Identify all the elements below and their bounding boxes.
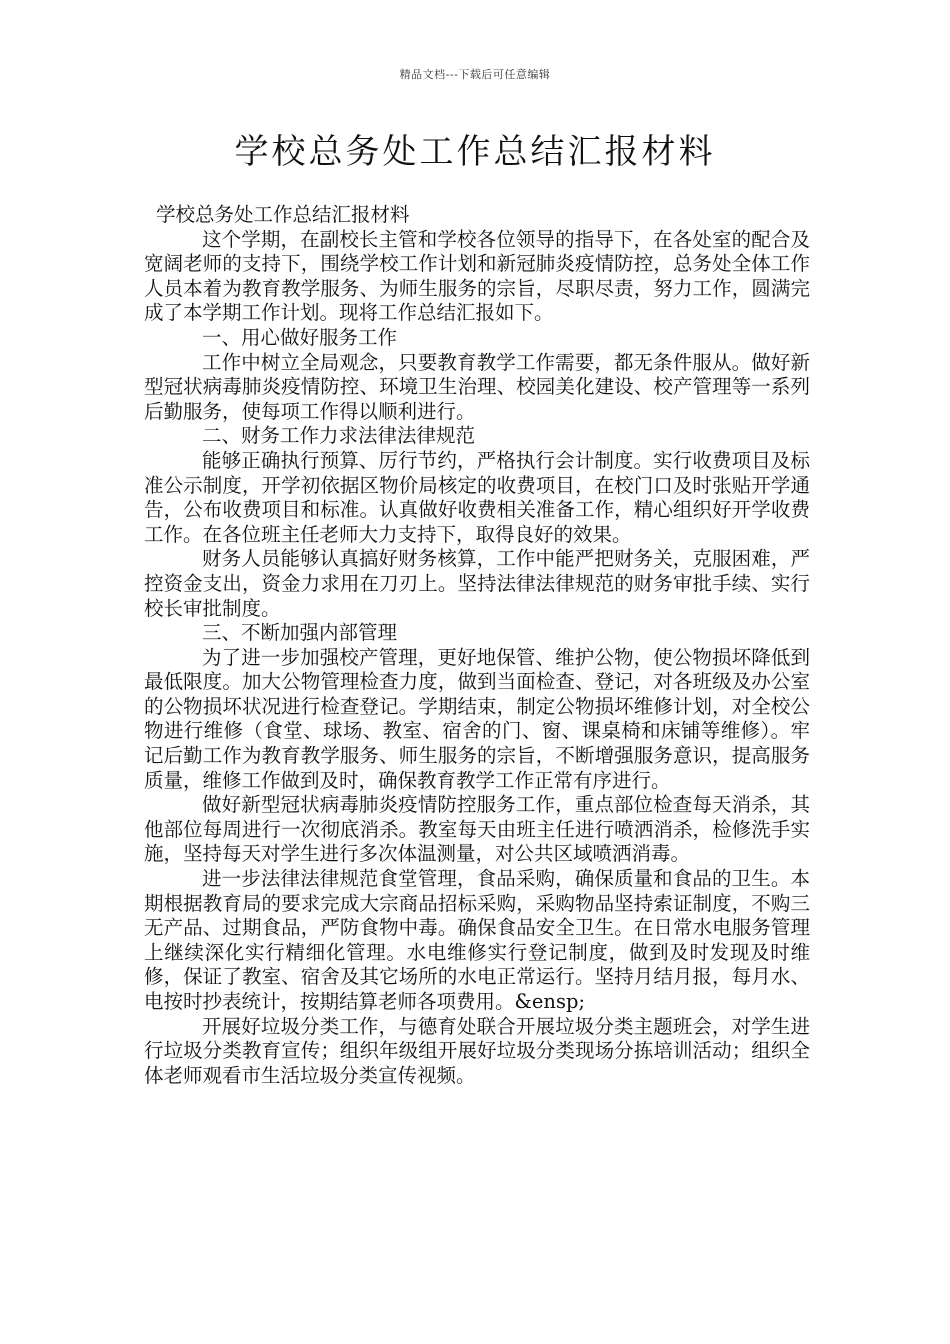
document-subtitle: 学校总务处工作总结汇报材料: [156, 203, 410, 226]
section-heading-2: 二、财务工作力求法律法律规范: [202, 424, 476, 448]
document-title: 学校总务处工作总结汇报材料: [234, 132, 716, 172]
paragraph-canteen: 进一步法律法律规范食堂管理，食品采购，确保质量和食品的卫生。本期根据教育局的要求完成大宗商品招标采购，采购物品坚持索证制度，不购三无产品、过期食品，严防食物中毒。确保食品安全卫生。在日常水电服务管理上继续深化实行精细化管理。水电维修实行登记制度，做到及时发现及时维修，保证了教室、宿舍及其它场所的水电正常运行。坚持月结月报，每月水、电按时抄表统计，按期结算老师各项费用。&ensp;: [144, 867, 810, 1013]
document-body: [144, 203, 810, 1088]
paragraph-garbage: 开展好垃圾分类工作，与德育处联合开展垃圾分类主题班会，对学生进行垃圾分类教育宣传；组织年级组开展好垃圾分类现场分拣培训活动；组织全体老师观看市生活垃圾分类宣传视频。: [144, 1014, 810, 1087]
paragraph-epidemic: 做好新型冠状病毒肺炎疫情防控服务工作，重点部位检查每天消杀，其他部位每周进行一次彻底消杀。教室每天由班主任进行喷洒消杀，检修洗手实施，坚持每天对学生进行多次体温测量，对公共区域喷洒消毒。: [144, 793, 810, 866]
section-heading-3: 三、不断加强内部管理: [202, 621, 398, 645]
section-heading-1: 一、用心做好服务工作: [202, 325, 398, 349]
paragraph-budget: 能够正确执行预算、厉行节约，严格执行会计制度。实行收费项目及标准公示制度，开学初依据区物价局核定的收费项目，在校门口及时张贴开学通告，公布收费项目和标准。认真做好收费相关准备工作，精心组织好开学收费工作。在各位班主任老师大力支持下，取得良好的效果。: [144, 448, 810, 546]
header-note: 精品文档---下载后可任意编辑: [399, 68, 551, 81]
intro-paragraph: 这个学期，在副校长主管和学校各位领导的指导下，在各处室的配合及宽阔老师的支持下，围绕学校工作计划和新冠肺炎疫情防控，总务处全体工作人员本着为教育教学服务、为师生服务的宗旨，尽职尽责，努力工作，圆满完成了本学期工作计划。现将工作总结汇报如下。: [144, 227, 810, 325]
paragraph-service: 工作中树立全局观念，只要教育教学工作需要，都无条件服从。做好新型冠状病毒肺炎疫情防控、环境卫生治理、校园美化建设、校产管理等一系列后勤服务，使每项工作得以顺利进行。: [144, 350, 810, 423]
paragraph-finance-staff: 财务人员能够认真搞好财务核算，工作中能严把财务关，克服困难，严控资金支出，资金力求用在刀刃上。坚持法律法律规范的财务审批手续、实行校长审批制度。: [144, 547, 810, 620]
paragraph-property: 为了进一步加强校产管理，更好地保管、维护公物，使公物损坏降低到最低限度。加大公物管理检查力度，做到当面检查、登记，对各班级及办公室的公物损坏状况进行检查登记。学期结束，制定公物损坏维修计划，对全校公物进行维修（食堂、球场、教室、宿舍的门、窗、课桌椅和床铺等维修）。牢记后勤工作为教育教学服务、师生服务的宗旨，不断增强服务意识，提高服务质量，维修工作做到及时，确保教育教学工作正常有序进行。: [144, 645, 810, 792]
